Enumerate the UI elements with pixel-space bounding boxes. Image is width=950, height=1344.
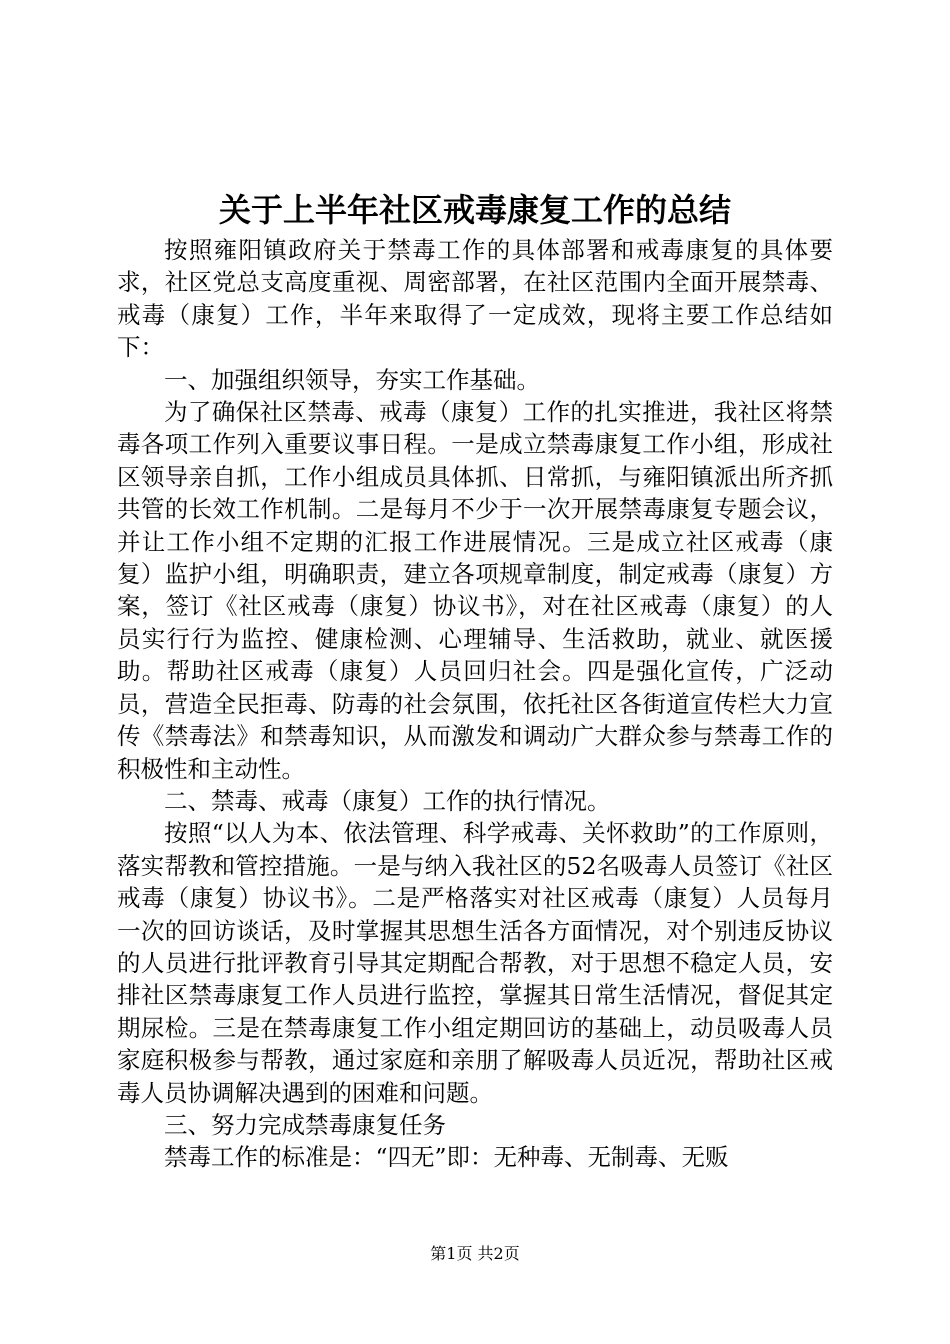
- section-heading-1: 一、加强组织领导，夯实工作基础。: [164, 365, 540, 394]
- section-heading-2: 二、禁毒、戒毒（康复）工作的执行情况。: [164, 786, 611, 815]
- document-title: 关于上半年社区戒毒康复工作的总结: [218, 191, 731, 229]
- document-body: [117, 234, 833, 1174]
- paragraph-section-3: 禁毒工作的标准是：“四无”即：无种毒、无制毒、无贩: [164, 1143, 729, 1172]
- page-footer: 第1页 共2页: [430, 1244, 520, 1263]
- paragraph-intro: 按照雍阳镇政府关于禁毒工作的具体部署和戒毒康复的具体要求，社区党总支高度重视、周密部署，在社区范围内全面开展禁毒、戒毒（康复）工作，半年来取得了一定成效，现将主要工作总结如下：: [117, 236, 833, 362]
- paragraph-section-2: 按照“以人为本、依法管理、科学戒毒、关怀救助”的工作原则，落实帮教和管控措施。一是与纳入我社区的52名吸毒人员签订《社区戒毒（康复）协议书》。二是严格落实对社区戒毒（康复）人员每月一次的回访谈话，及时掌握其思想生活各方面情况，对个别违反协议的人员进行批评教育引导其定期配合帮教，对于思想不稳定人员，安排社区禁毒康复工作人员进行监控，掌握其日常生活情况，督促其定期尿检。三是在禁毒康复工作小组定期回访的基础上，动员吸毒人员家庭积极参与帮教，通过家庭和亲朋了解吸毒人员近况，帮助社区戒毒人员协调解决遇到的困难和问题。: [117, 819, 833, 1107]
- section-heading-3: 三、努力完成禁毒康复任务: [164, 1110, 446, 1139]
- paragraph-section-1: 为了确保社区禁毒、戒毒（康复）工作的扎实推进，我社区将禁毒各项工作列入重要议事日程。一是成立禁毒康复工作小组，形成社区领导亲自抓，工作小组成员具体抓、日常抓，与雍阳镇派出所齐抓共管的长效工作机制。二是每月不少于一次开展禁毒康复专题会议，并让工作小组不定期的汇报工作进展情况。三是成立社区戒毒（康复）监护小组，明确职责，建立各项规章制度，制定戒毒（康复）方案，签订《社区戒毒（康复）协议书》，对在社区戒毒（康复）的人员实行行为监控、健康检测、心理辅导、生活救助，就业、就医援助。帮助社区戒毒（康复）人员回归社会。四是强化宣传，广泛动员，营造全民拒毒、防毒的社会氛围，依托社区各街道宣传栏大力宣传《禁毒法》和禁毒知识，从而激发和调动广大群众参与禁毒工作的积极性和主动性。: [117, 398, 833, 783]
